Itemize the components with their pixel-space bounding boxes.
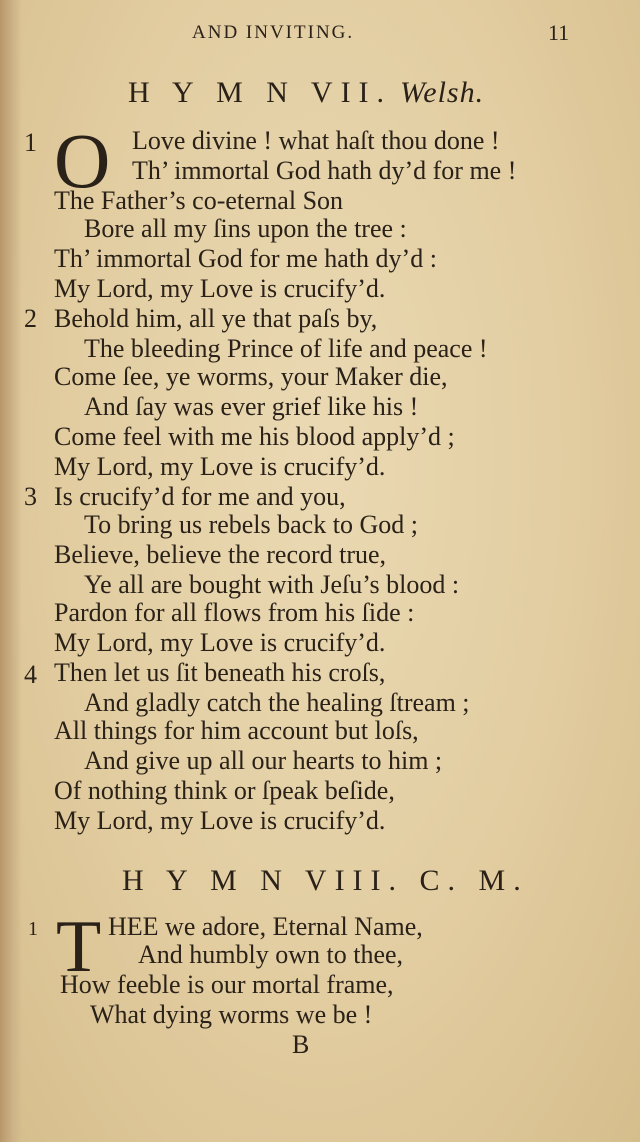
verse-line: My Lord, my Love is crucify’d. [54, 628, 386, 657]
hymn-heading-viii: H Y M N VIII. C. M. [122, 864, 529, 897]
verse-line: Believe, believe the record true, [54, 540, 387, 569]
verse-line: Bore all my ſins upon the tree : [84, 214, 407, 243]
verse-number: 4 [24, 660, 37, 689]
verse-line: Of nothing think or ſpeak beſide, [54, 776, 395, 805]
verse-number: 1 [28, 918, 38, 940]
verse-line: And ſay was ever grief like his ! [84, 392, 419, 421]
verse-line: Behold him, all ye that paſs by, [54, 304, 378, 333]
verse-line: All things for him account but loſs, [54, 716, 419, 745]
verse-line: Come ſee, ye worms, your Maker die, [54, 362, 448, 391]
verse-number: 2 [24, 304, 37, 333]
verse-line: And gladly catch the healing ſtream ; [84, 688, 470, 717]
verse-line: My Lord, my Love is crucify’d. [54, 806, 386, 835]
verse-line: Ye all are bought with Jeſu’s blood : [84, 570, 460, 599]
verse-line: Pardon for all flows from his ſide : [54, 598, 415, 627]
verse-line: How feeble is our mortal frame, [60, 970, 394, 999]
verse-line: The bleeding Prince of life and peace ! [84, 334, 488, 363]
hymn-title: H Y M N VII. [128, 76, 393, 109]
verse-line: And give up all our hearts to him ; [84, 746, 443, 775]
page-gutter [0, 0, 22, 1142]
drop-cap: T [56, 906, 102, 988]
verse-line: Th’ immortal God hath dy’d for me ! [132, 156, 517, 185]
verse-line: Then let us ſit beneath his croſs, [54, 658, 386, 687]
drop-cap: O [54, 117, 111, 204]
running-head: AND INVITING. [192, 22, 355, 43]
verse-line: Th’ immortal God for me hath dy’d : [54, 244, 437, 273]
verse-line: Is crucify’d for me and you, [54, 482, 346, 511]
verse-line: What dying worms we be ! [90, 1000, 373, 1029]
verse-number: 3 [24, 482, 37, 511]
verse-line: To bring us rebels back to God ; [84, 510, 418, 539]
verse-line: The Father’s co-eternal Son [54, 186, 344, 215]
verse-line: HEE we adore, Eternal Name, [108, 912, 423, 941]
signature-mark: B [292, 1030, 310, 1059]
page-number: 11 [548, 20, 570, 45]
verse-line: And humbly own to thee, [138, 940, 404, 969]
verse-line: Love divine ! what haſt thou done ! [132, 126, 500, 155]
hymn-tune: Welsh. [400, 76, 485, 109]
verse-line: My Lord, my Love is crucify’d. [54, 452, 386, 481]
verse-line: Come feel with me his blood apply’d ; [54, 422, 455, 451]
verse-line: My Lord, my Love is crucify’d. [54, 274, 386, 303]
hymn-heading-vii [128, 76, 484, 110]
verse-number: 1 [24, 128, 37, 157]
